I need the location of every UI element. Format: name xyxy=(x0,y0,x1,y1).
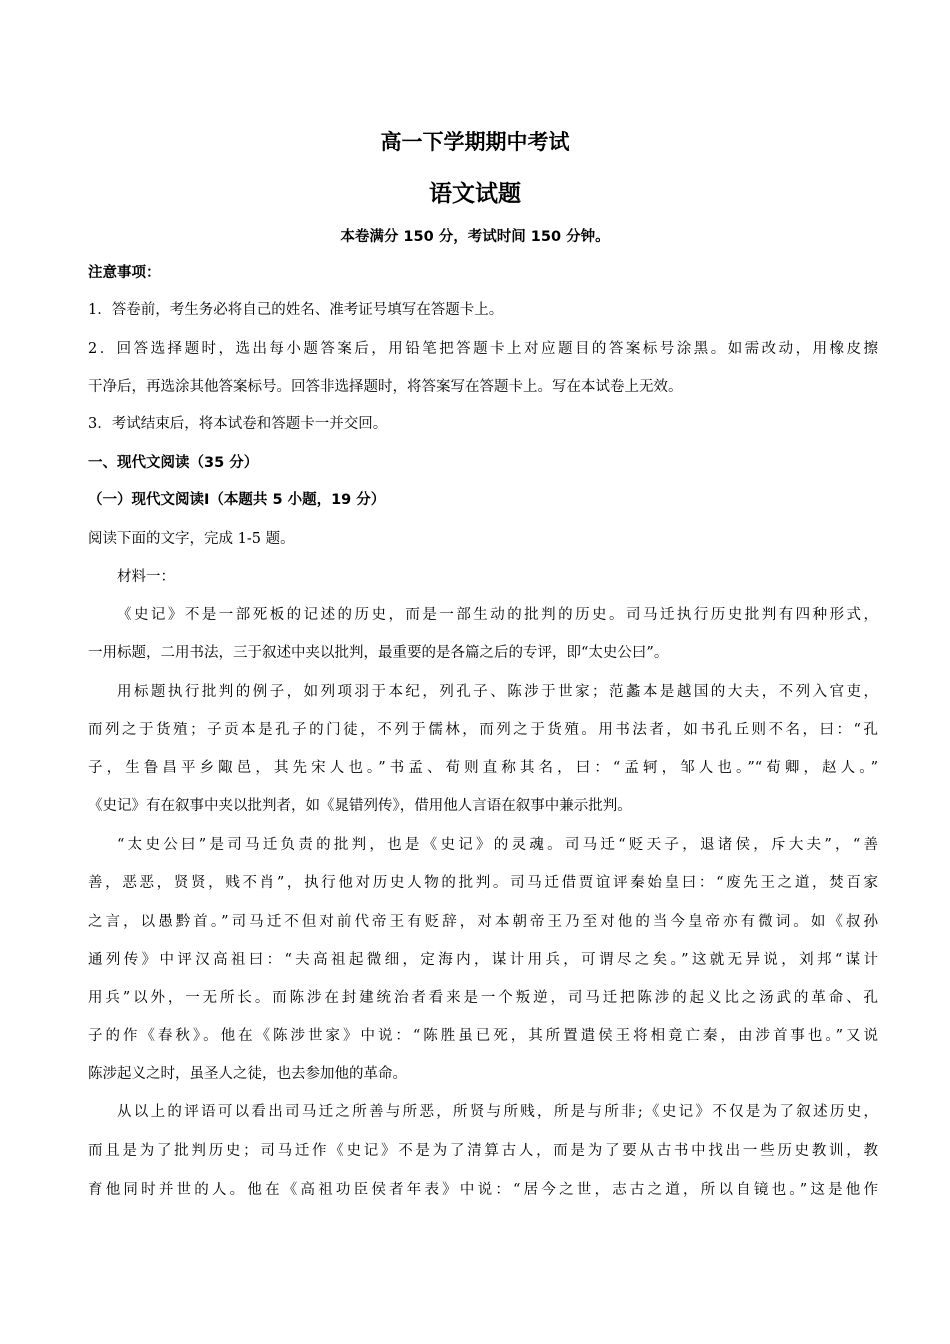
note-item-2-line-2: 干净后，再选涂其他答案标号。回答非选择题时，将答案写在答题卡上。写在本试卷上无效。 xyxy=(88,379,683,395)
reading-instruction: 阅读下面的文字，完成 1-5 题。 xyxy=(88,531,295,547)
passage-line: 而列之于货殖；子贡本是孔子的门徒，不列于儒林，而列之于货殖。用书法者，如书孔丘则不名，曰：“孔 xyxy=(88,722,878,738)
exam-info: 本卷满分 150 分，考试时间 150 分钟。 xyxy=(340,229,610,245)
passage-line: 子的作《春秋》。他在《陈涉世家》中说：“陈胜虽已死，其所置遣侯王将相竟亡秦，由涉首事也。”又说 xyxy=(88,1028,878,1044)
subject-title: 语文试题 xyxy=(429,181,521,207)
exam-title: 高一下学期期中考试 xyxy=(380,130,570,154)
passage-line: 从以上的评语可以看出司马迁之所善与所恶，所贤与所贱，所是与所非;《史记》不仅是为了叙述历史， xyxy=(117,1104,878,1120)
note-item-3: 3．考试结束后，将本试卷和答题卡一并交回。 xyxy=(88,416,388,432)
passage-line: 育他同时并世的人。他在《高祖功臣侯者年表》中说：“居今之世，志古之道，所以自镜也。”这是他作 xyxy=(88,1182,878,1198)
material-label: 材料一： xyxy=(117,569,175,585)
passage-line: 通列传》中评汉高祖曰：“夫高祖起微细，定海内，谋计用兵，可谓尽之矣。”这就无异说，刘邦“谋计 xyxy=(88,952,878,968)
sub-section-heading: （一）现代文阅读Ⅰ（本题共 5 小题，19 分） xyxy=(88,492,386,508)
passage-line: 子，生鲁昌平乡陬邑，其先宋人也。”书孟、荀则直称其名，曰：“孟轲，邹人也。”“荀卿，赵人。” xyxy=(88,760,878,776)
note-item-2-line-1: 2．回答选择题时，选出每小题答案后，用铅笔把答题卡上对应题目的答案标号涂黑。如需改动，用橡皮擦 xyxy=(88,341,878,357)
passage-line: 《史记》有在叙事中夹以批判者，如《晁错列传》，借用他人言语在叙事中兼示批判。 xyxy=(88,798,632,814)
passage-line: 用兵”以外，一无所长。而陈涉在封建统治者看来是一个叛逆，司马迁把陈涉的起义比之汤武的革命、孔 xyxy=(88,990,878,1006)
passage-line: “太史公曰”是司马迁负责的批判，也是《史记》的灵魂。司马迁“贬天子，退诸侯，斥大夫”，“善 xyxy=(117,837,878,853)
section-heading: 一、现代文阅读（35 分） xyxy=(88,455,259,471)
passage-line: 一用标题，二用书法，三于叙述中夹以批判，最重要的是各篇之后的专评，即“太史公曰”。 xyxy=(88,645,669,661)
passage-line: 之言，以愚黔首。”司马迁不但对前代帝王有贬辞，对本朝帝王乃至对他的当今皇帝亦有微词。如《叔孙 xyxy=(88,914,878,930)
passage-line: 用标题执行批判的例子，如列项羽于本纪，列孔子、陈涉于世家；范蠡本是越国的大夫，不列入官吏， xyxy=(117,684,878,700)
notes-heading: 注意事项： xyxy=(88,265,161,281)
note-item-1: 1．答卷前，考生务必将自己的姓名、准考证号填写在答题卡上。 xyxy=(88,302,504,318)
passage-line: 而且是为了批判历史；司马迁作《史记》不是为了清算古人，而是为了要从古书中找出一些历史教训，教 xyxy=(88,1143,878,1159)
passage-line: 陈涉起义之时，虽圣人之徒，也去参加他的革命。 xyxy=(88,1066,407,1082)
passage-line: 《史记》不是一部死板的记述的历史，而是一部生动的批判的历史。司马迁执行历史批判有四种形式， xyxy=(117,607,878,623)
passage-line: 善，恶恶，贤贤，贱不肖”，执行他对历史人物的批判。司马迁借贾谊评秦始皇曰：“废先王之道，焚百家 xyxy=(88,875,878,891)
